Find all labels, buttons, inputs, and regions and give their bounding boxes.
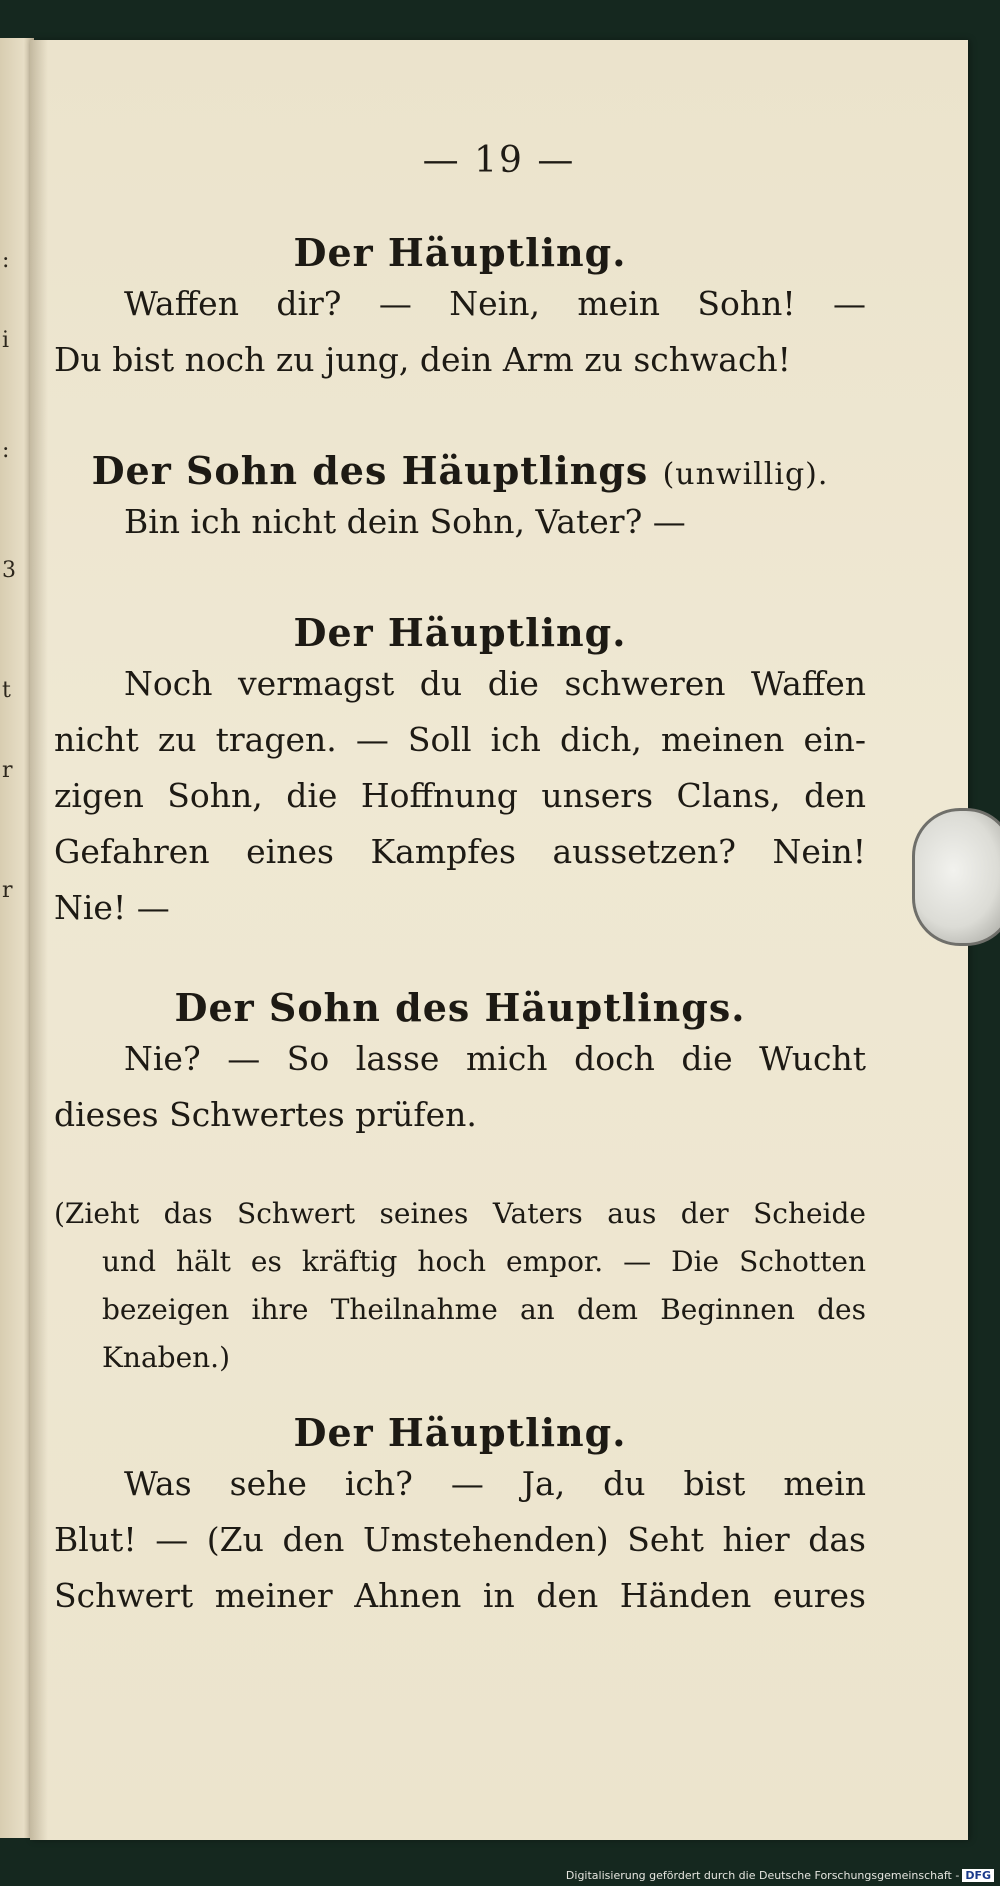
margin-fragment: t: [2, 678, 11, 703]
dialogue-line: Gefahren eines Kampfes aussetzen? Nein!: [54, 831, 866, 871]
dialogue-line: dieses Schwertes prüfen.: [54, 1094, 477, 1134]
credit-text: Digitalisierung gefördert durch die Deutsche Forschungsgemeinschaft -: [565, 1869, 960, 1882]
book-page: [30, 40, 968, 1840]
dialogue-block: [54, 448, 866, 550]
dialogue-line: Nie! —: [54, 887, 170, 927]
speaker-heading: [54, 230, 866, 276]
speaker-heading: [54, 985, 866, 1031]
stage-direction-line: Knaben.): [102, 1341, 230, 1374]
stage-direction: [54, 1190, 866, 1382]
margin-fragment: r: [2, 758, 13, 783]
dialogue-block: [54, 610, 866, 936]
magnifier-weight: [912, 808, 1000, 946]
margin-fragment: r: [2, 878, 13, 903]
speaker-heading: [54, 448, 866, 494]
dialogue-line: Blut! — (Zu den Umstehenden) Seht hier das: [54, 1519, 866, 1559]
dialogue-block: [54, 1410, 866, 1624]
previous-page-edge: [0, 38, 34, 1838]
dialogue-block: [54, 230, 866, 388]
dialogue-line: Nie? — So lasse mich doch die Wucht: [124, 1038, 866, 1078]
dialogue-line: Noch vermagst du die schweren Waffen: [124, 663, 866, 703]
speaker-name: Der Häuptling.: [293, 230, 627, 275]
dialogue-line: nicht zu tragen. — Soll ich dich, meinen ein-: [54, 719, 866, 759]
dialogue-line: Du bist noch zu jung, dein Arm zu schwach!: [54, 339, 791, 379]
dfg-logo: DFG: [962, 1869, 994, 1882]
speaker-heading: [54, 610, 866, 656]
speaker-name: Der Sohn des Häuptlings.: [174, 985, 746, 1030]
dialogue-line: Was sehe ich? — Ja, du bist mein: [124, 1463, 866, 1503]
speaker-aside: (unwillig).: [662, 457, 829, 492]
speaker-heading: [54, 1410, 866, 1456]
margin-fragment: :: [2, 438, 10, 463]
stage-direction-line: und hält es kräftig hoch empor. — Die Schotten: [102, 1245, 866, 1278]
page-gutter-shadow: [30, 40, 48, 1840]
margin-fragment: :: [2, 248, 10, 273]
margin-fragment: 3: [2, 558, 16, 583]
dialogue-line: zigen Sohn, die Hoffnung unsers Clans, den: [54, 775, 866, 815]
digitization-credit: [566, 1869, 994, 1882]
margin-fragment: i: [2, 328, 10, 353]
stage-direction-line: bezeigen ihre Theilnahme an dem Beginnen des: [102, 1293, 866, 1326]
dialogue-line: Bin ich nicht dein Sohn, Vater? —: [124, 501, 686, 541]
dialogue-line: Schwert meiner Ahnen in den Händen eures: [54, 1575, 866, 1615]
stage-direction-line: (Zieht das Schwert seines Vaters aus der Scheide: [54, 1197, 866, 1230]
speaker-name: Der Häuptling.: [293, 1410, 627, 1455]
speaker-name: Der Häuptling.: [293, 610, 627, 655]
dialogue-block: [54, 985, 866, 1143]
dialogue-line: Waffen dir? — Nein, mein Sohn! —: [124, 283, 866, 323]
speaker-name: Der Sohn des Häuptlings: [91, 448, 649, 493]
page-number: — 19 —: [422, 140, 576, 181]
